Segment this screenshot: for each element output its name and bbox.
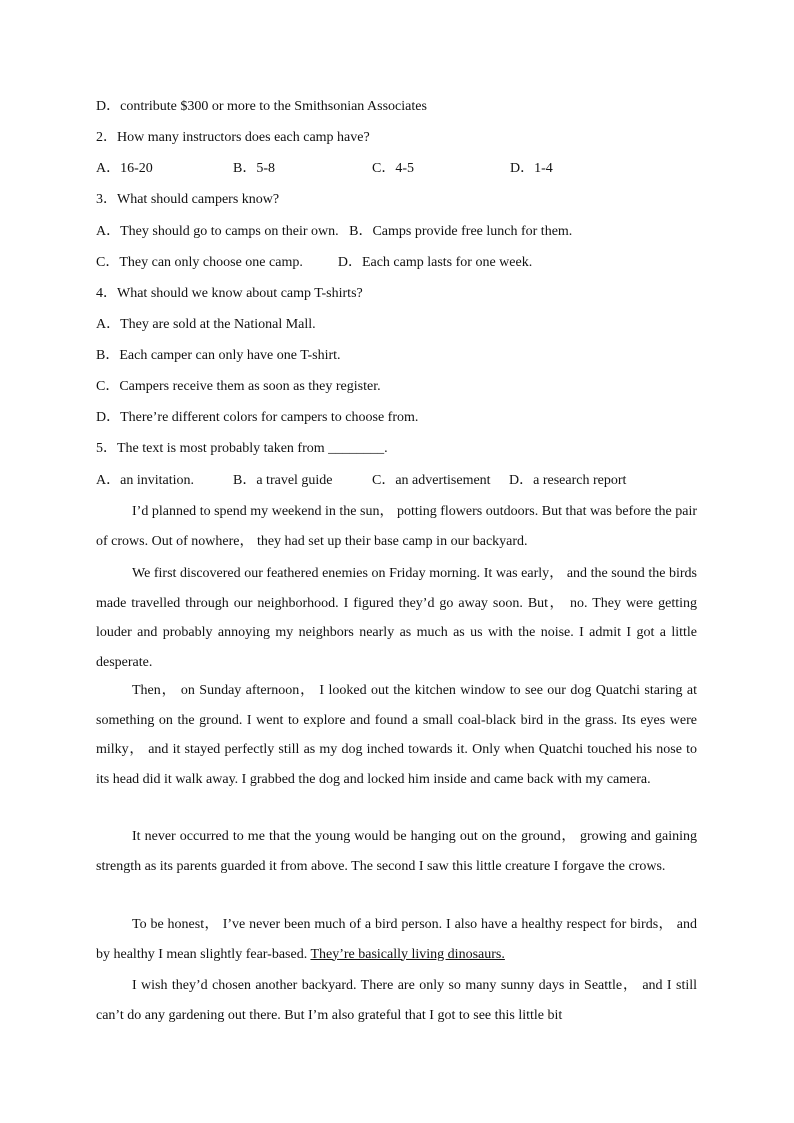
passage-paragraph-6: I wish they’d chosen another backyard. There are only so many sunny days in Seattle， and I still can’t do any gardening out there. But I’m also grateful that I got to see this little bit [96,978,697,1023]
q4-option-a: A．They are sold at the National Mall. [96,317,316,332]
q3-options-line2: C．They can only choose one camp. D．Each camp lasts for one week. [96,255,533,270]
passage-paragraph-1: I’d planned to spend my weekend in the sun， potting flowers outdoors. But that was before the pair of crows. Out of nowhere， they had set up their base camp in our backyard. [96,504,697,549]
q1-option-d: D．contribute $300 or more to the Smithsonian Associates [96,99,427,114]
q5-stem: 5．The text is most probably taken from ________. [96,441,388,456]
q2-option-b: B．5-8 [233,161,275,176]
underlined-sentence: They’re basically living dinosaurs. [310,946,505,962]
q2-option-d: D．1-4 [510,161,553,176]
q2-options [96,160,696,178]
passage-paragraph-5 [96,910,697,969]
q2-option-a: A．16-20 [96,161,153,176]
passage-paragraph-4: It never occurred to me that the young would be hanging out on the ground， growing and gaining strength as its parents guarded it from above. The second I saw this little creature I forgave the crows. [96,829,697,874]
q5-option-d: D．a research report [509,473,627,488]
q4-option-b: B．Each camper can only have one T-shirt. [96,348,341,363]
q4-stem: 4．What should we know about camp T-shirts? [96,286,363,301]
q5-options [96,472,696,490]
q3-stem: 3．What should campers know? [96,192,280,207]
q2-option-c: C．4-5 [372,161,414,176]
q5-option-c: C．an advertisement [372,473,491,488]
passage-p5-text: To be honest， I’ve never been much of a bird person. I also have a healthy respect for birds， and by healthy I mean slightly fear-based. [96,917,697,962]
q5-option-b: B．a travel guide [233,473,333,488]
q4-option-c: C．Campers receive them as soon as they register. [96,379,381,394]
q4-option-d: D．There’re different colors for campers to choose from. [96,410,419,425]
q3-options-line1: A．They should go to camps on their own. B．Camps provide free lunch for them. [96,224,573,239]
q5-option-a: A．an invitation. [96,473,194,488]
passage-paragraph-2: We first discovered our feathered enemies on Friday morning. It was early， and the sound the birds made travelled through our neighborhood. I figured they’d go away soon. But， no. They were getting louder and probably annoying my neighbors nearly as much as us with the noise. I admit I got a little desperate. [96,566,697,670]
passage-paragraph-3: Then， on Sunday afternoon， I looked out the kitchen window to see our dog Quatchi staring at something on the ground. I went to explore and found a small coal-black bird in the grass. Its eyes were milky， and it stayed perfectly still as my dog inched towards it. Only when Quatchi touched his nose to its head did it walk away. I grabbed the dog and locked him inside and came back with my camera. [96,683,697,787]
q2-stem: 2．How many instructors does each camp have? [96,130,370,145]
